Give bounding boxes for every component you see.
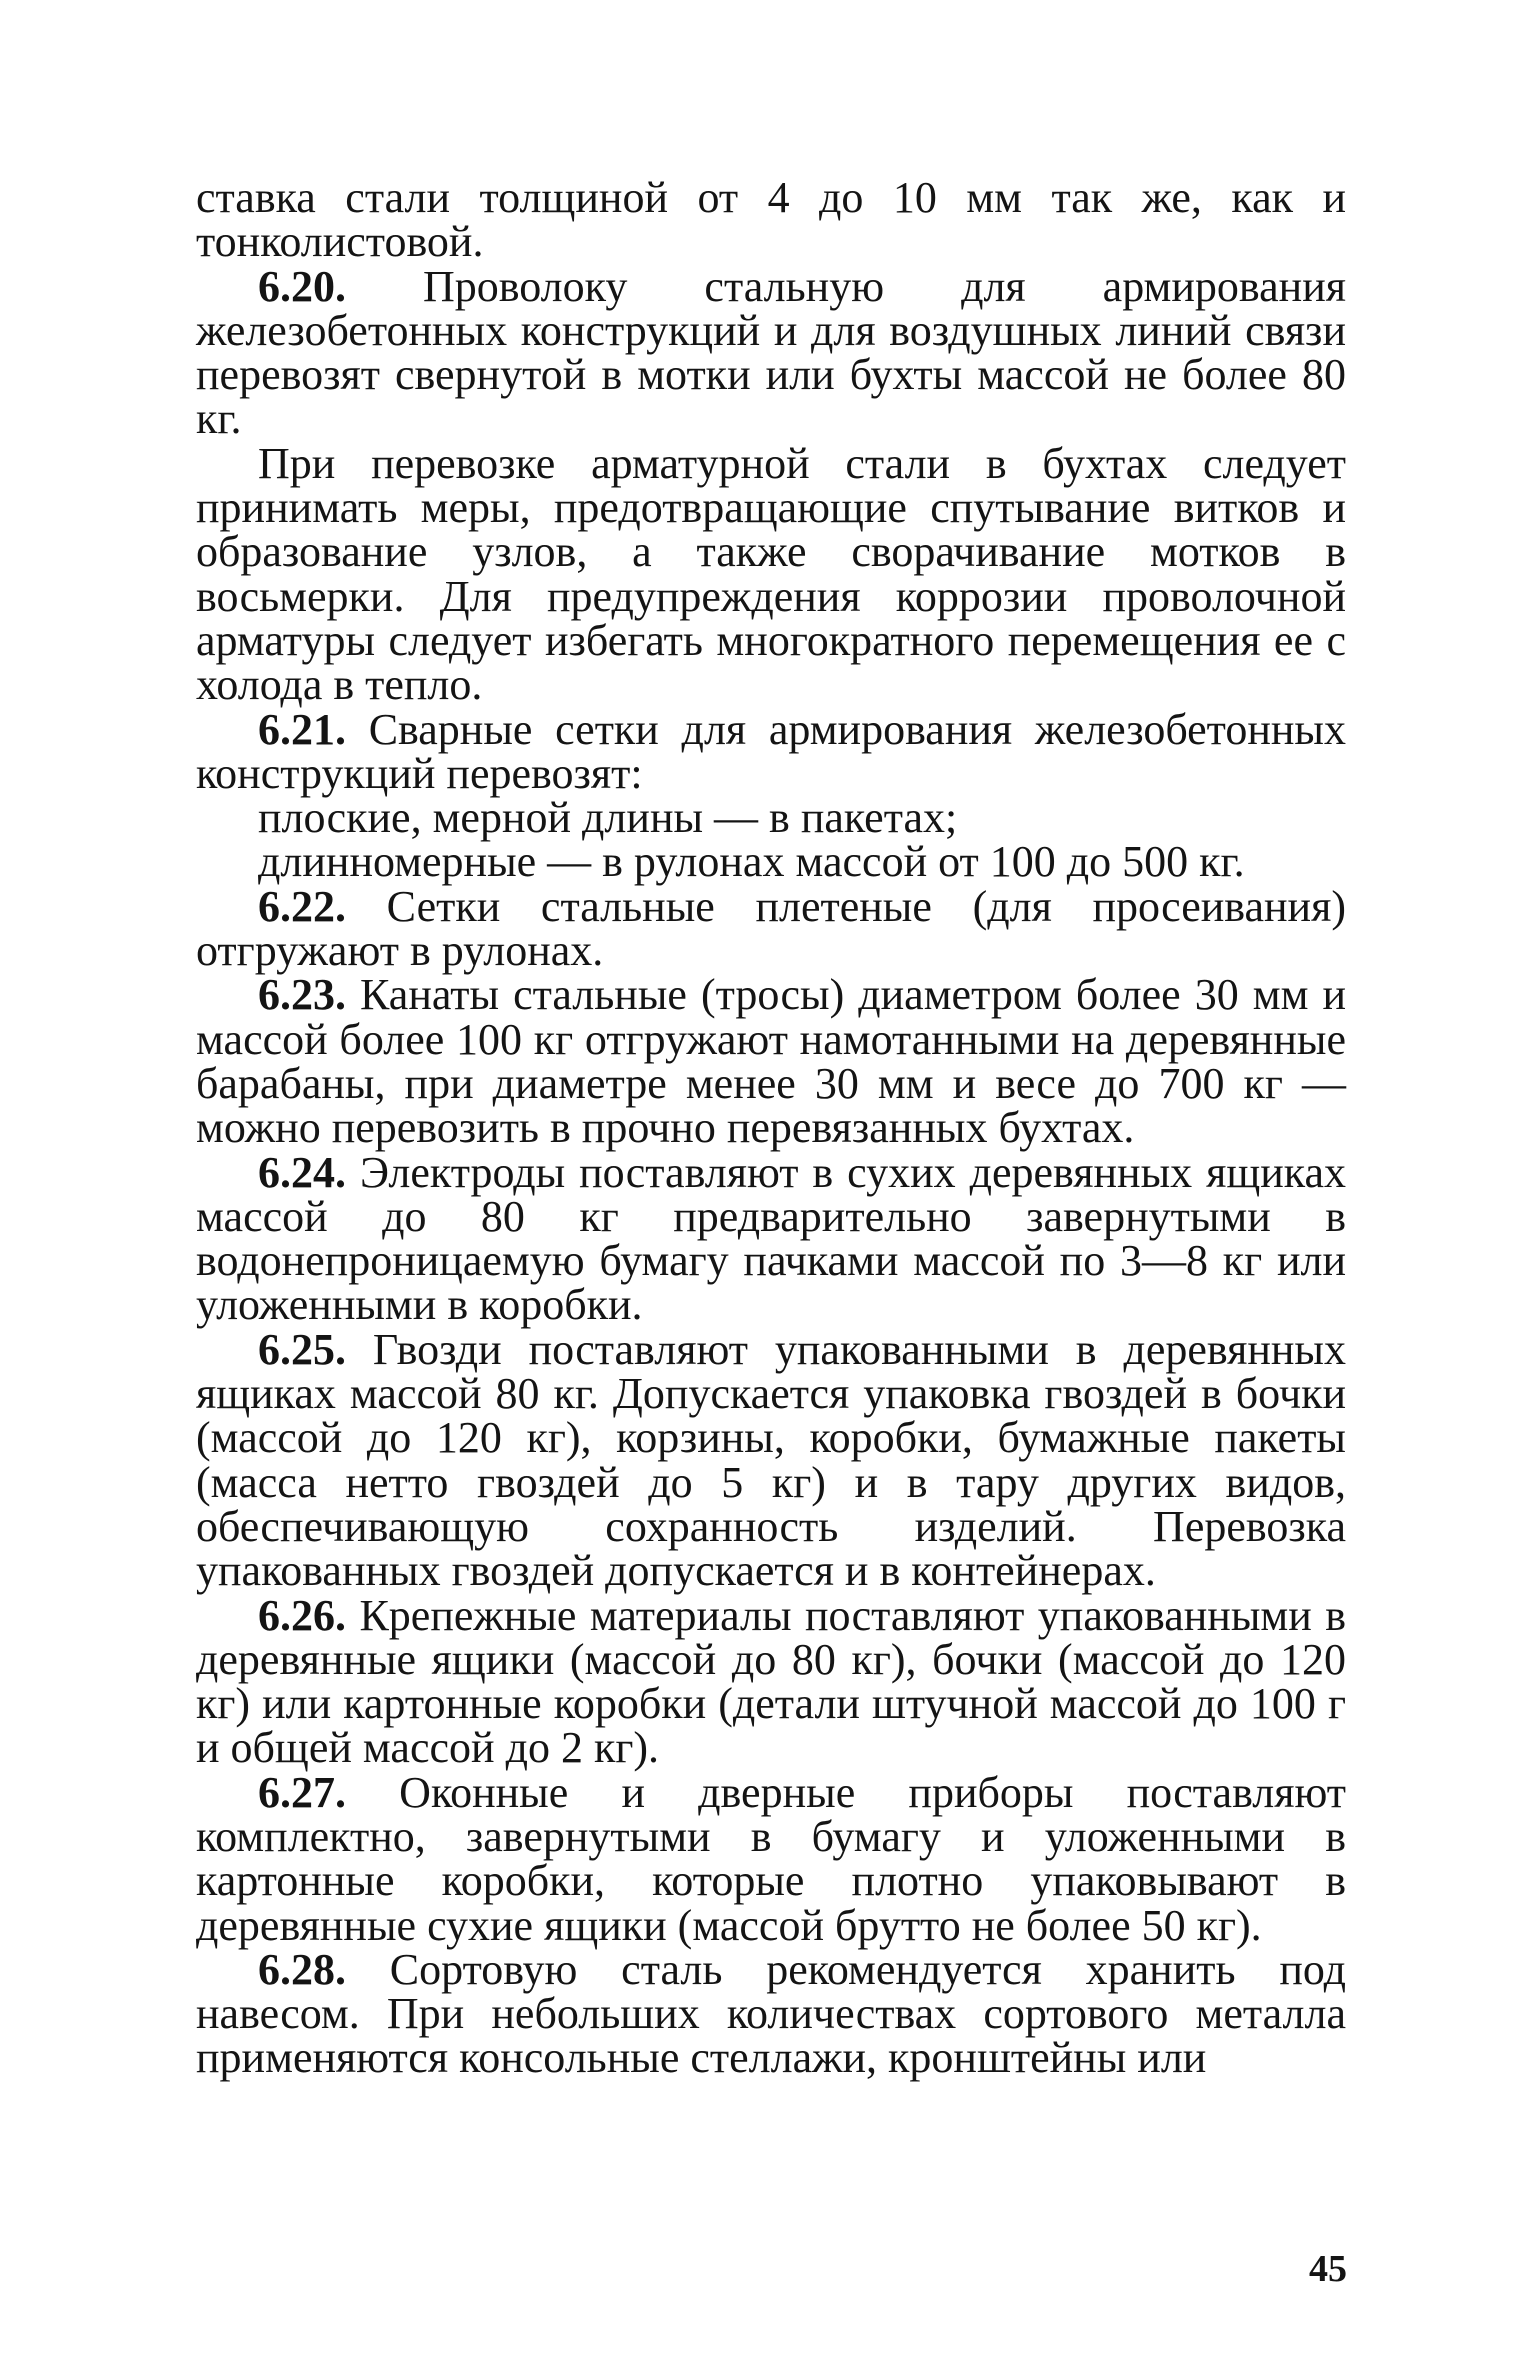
paragraph-6-20 <box>196 261 1346 444</box>
paragraph-text: Электроды поставляют в сухих деревянных ящиках массой до 80 кг предварительно завернутыми в водонепроницаемую бумагу пачками массой по 3—8 кг или уложенными в коробки. <box>196 1147 1346 1330</box>
paragraph-text: длинномерные — в рулонах массой от 100 до 500 кг. <box>258 837 1245 887</box>
section-number: 6.26. <box>258 1590 346 1640</box>
section-number: 6.20. <box>258 261 346 311</box>
paragraph-6-24 <box>196 1147 1346 1330</box>
paragraph-text: ставка стали толщиной от 4 до 10 мм так же, как и тонколистовой. <box>196 173 1346 267</box>
paragraph-6-23 <box>196 970 1346 1153</box>
section-number: 6.27. <box>258 1767 346 1817</box>
section-number: 6.24. <box>258 1147 346 1197</box>
section-number: 6.25. <box>258 1324 346 1374</box>
paragraph-text: Оконные и дверные приборы поставляют комплектно, завернутыми в бумагу и уложенными в картонные коробки, которые плотно упаковывают в деревянные сухие ящики (массой брутто не более 50 кг). <box>196 1767 1346 1950</box>
section-number: 6.22. <box>258 881 346 931</box>
paragraph-text: плоские, мерной длины — в пакетах; <box>258 793 958 843</box>
paragraph-reinforcement-coils <box>196 438 1346 710</box>
paragraph-text: Гвозди поставляют упакованными в деревянных ящиках массой 80 кг. Допускается упаковка гвоздей в бочки (массой до 120 кг), корзины, коробки, бумажные пакеты (масса нетто гвоздей до 5 кг) и в тару других видов, обеспечивающую сохранность изделий. Перевозка упакованных гвоздей допускается и в контейнерах. <box>196 1324 1346 1596</box>
paragraph-text: Сварные сетки для армирования железобетонных конструкций перевозят: <box>196 704 1346 798</box>
paragraph-text: При перевозке арматурной стали в бухтах следует принимать меры, предотвращающие спутывание витков и образование узлов, а также сворачивание мотков в восьмерки. Для предупреждения коррозии проволочной арматуры следует избегать многократного перемещения ее с холода в тепло. <box>196 438 1346 710</box>
paragraph-6-28 <box>196 1944 1346 2083</box>
paragraph-6-26 <box>196 1590 1346 1773</box>
page-body <box>196 173 1346 2083</box>
paragraph-6-22 <box>196 881 1346 976</box>
paragraph-flat-meshes <box>196 793 1346 843</box>
paragraph-text: Канаты стальные (тросы) диаметром более 30 мм и массой более 100 кг отгружают намотанными на деревянные барабаны, при диаметре менее 30 мм и весе до 700 кг — можно перевозить в прочно перевязанных бухтах. <box>196 970 1346 1153</box>
paragraph-continuation <box>196 173 1346 267</box>
paragraph-text: Сортовую сталь рекомендуется хранить под навесом. При небольших количествах сортового металла применяются консольные стеллажи, кронштейны или <box>196 1944 1346 2083</box>
paragraph-6-21 <box>196 704 1346 798</box>
paragraph-text: Проволоку стальную для армирования железобетонных конструкций и для воздушных линий связи перевозят свернутой в мотки или бухты массой не более 80 кг. <box>196 261 1346 444</box>
section-number: 6.23. <box>258 970 346 1020</box>
paragraph-6-27 <box>196 1767 1346 1950</box>
paragraph-text: Сетки стальные плетеные (для просеивания) отгружают в рулонах. <box>196 881 1346 976</box>
section-number: 6.21. <box>258 704 346 754</box>
page-number: 45 <box>1309 2248 1347 2290</box>
section-number: 6.28. <box>258 1944 346 1994</box>
paragraph-6-25 <box>196 1324 1346 1596</box>
paragraph-text: Крепежные материалы поставляют упакованными в деревянные ящики (массой до 80 кг), бочки (массой до 120 кг) или картонные коробки (детали штучной массой до 100 г и общей массой до 2 кг). <box>196 1590 1346 1773</box>
paragraph-long-meshes <box>196 837 1346 887</box>
